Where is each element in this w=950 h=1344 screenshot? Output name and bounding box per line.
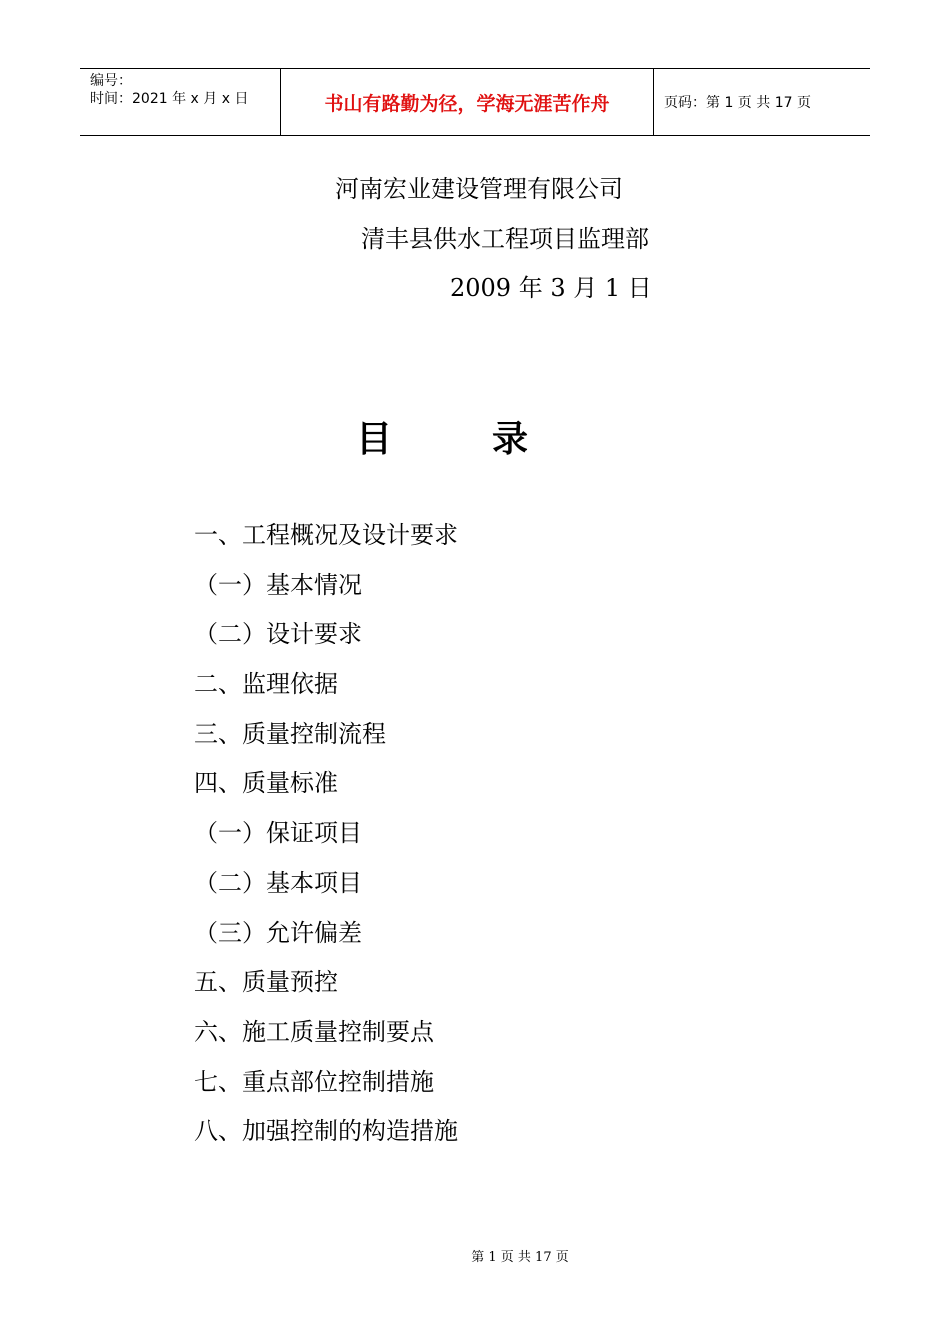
toc-item: 八、加强控制的构造措施 (194, 1117, 458, 1146)
toc-item: （一）保证项目 (194, 819, 362, 848)
toc-list (194, 511, 458, 1157)
toc-title-right: 录 (492, 419, 529, 460)
toc-item: 四、质量标准 (194, 769, 338, 798)
toc-item: 七、重点部位控制措施 (194, 1067, 434, 1096)
toc-item: （三）允许偏差 (194, 918, 362, 947)
toc-item: 三、质量控制流程 (194, 719, 386, 748)
time-label: 时间：2021 年 x 月 x 日 (90, 91, 249, 107)
toc-item: （二）基本项目 (194, 868, 362, 897)
header-motto: 书山有路勤为径，学海无涯苦作舟 (281, 69, 654, 135)
company-name: 河南宏业建设管理有限公司 (335, 175, 623, 203)
toc-title-left: 目 (356, 419, 393, 460)
page-footer: 第 1 页 共 17 页 (471, 1250, 569, 1265)
toc-item: （一）基本情况 (194, 570, 362, 599)
toc-item: 六、施工质量控制要点 (194, 1017, 434, 1046)
department-name: 清丰县供水工程项目监理部 (361, 225, 649, 253)
number-label: 编号： (90, 73, 132, 89)
document-date: 2009 年 3 月 1 日 (450, 274, 652, 302)
toc-item: 一、工程概况及设计要求 (194, 521, 458, 549)
page-header (80, 68, 870, 136)
toc-item: （二）设计要求 (194, 620, 362, 649)
toc-item: 二、监理依据 (194, 670, 338, 699)
header-page-label: 页码：第 1 页 共 17 页 (664, 95, 811, 111)
toc-title (356, 411, 528, 462)
toc-item: 五、质量预控 (194, 968, 338, 997)
header-info-cell (80, 69, 281, 135)
